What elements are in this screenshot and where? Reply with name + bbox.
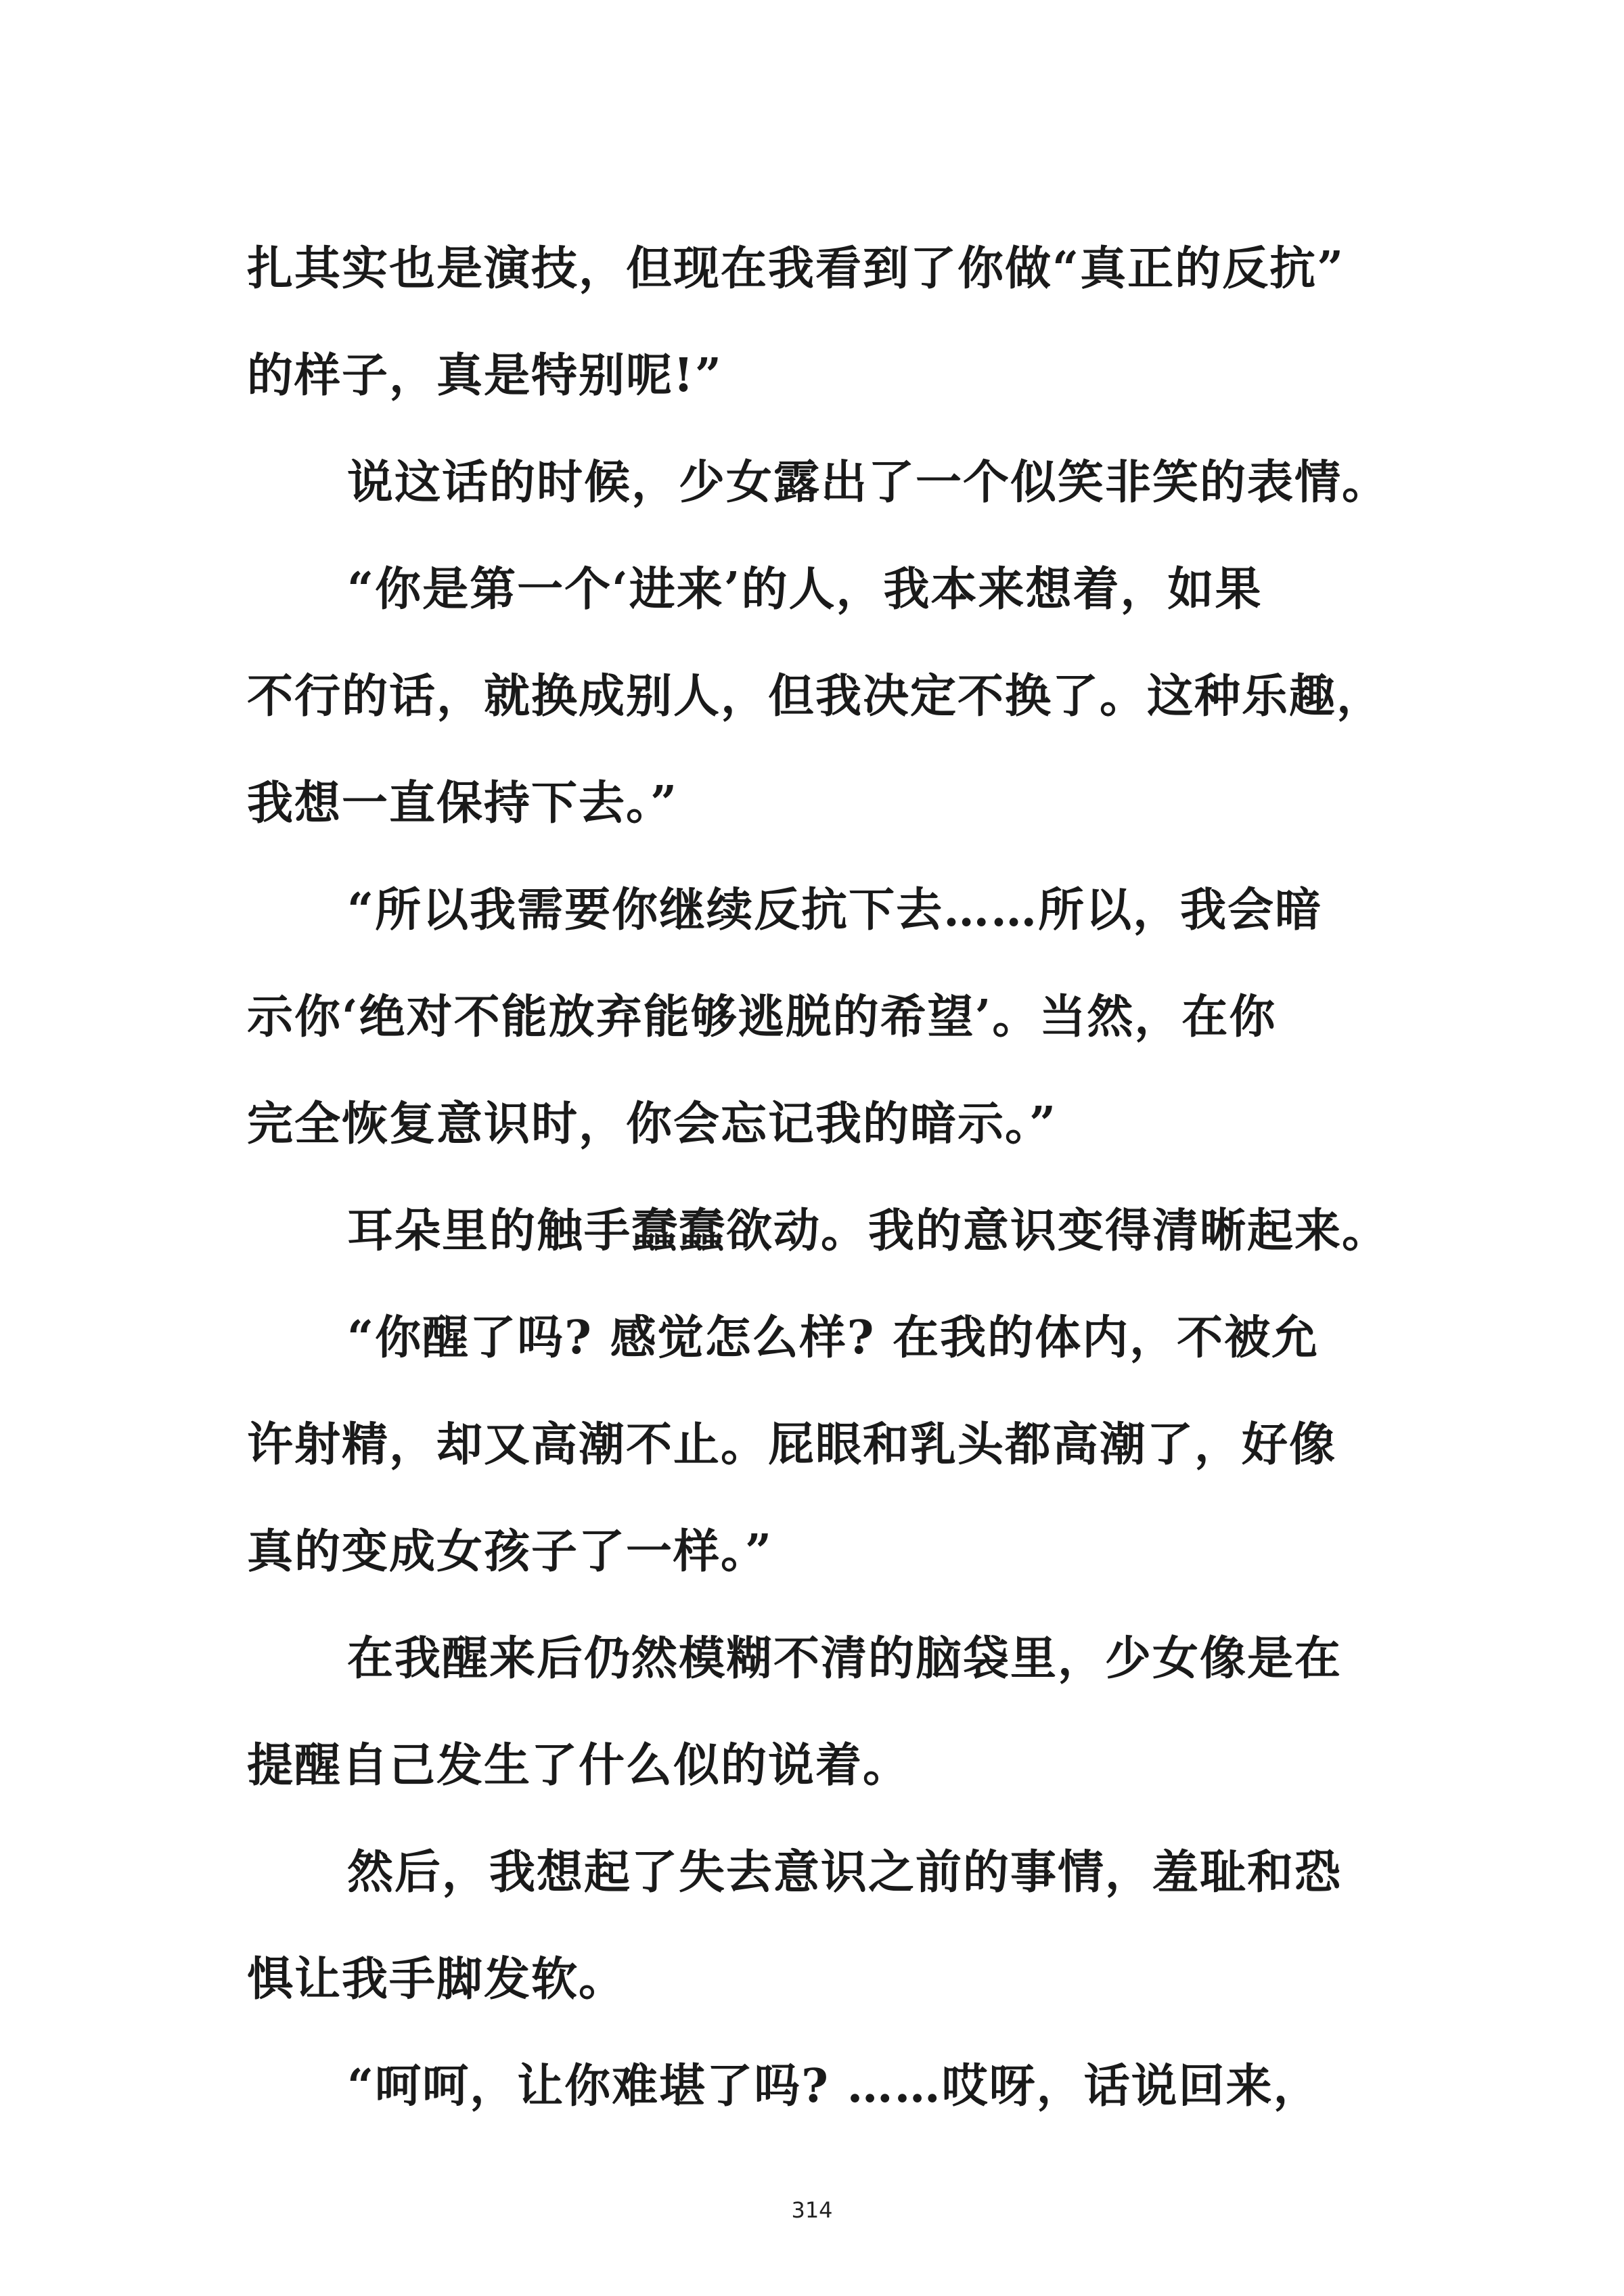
text-line: 不行的话，就换成别人，但我决定不换了。这种乐趣， [247,669,1384,723]
text-line: 我想一直保持下去。” [247,776,679,830]
text-line: 的样子，真是特别呢!” [247,348,723,403]
text-line: 惧让我手脚发软。 [247,1952,627,2006]
text-line: 在我醒来后仍然模糊不清的脑袋里，少女像是在 [347,1631,1343,1686]
text-line: 耳朵里的触手蠢蠢欲动。我的意识变得清晰起来。 [347,1204,1390,1258]
text-line: 完全恢复意识时，你会忘记我的暗示。” [247,1097,1058,1151]
text-line: “呵呵，让你难堪了吗? ……哎呀，话说回来， [347,2059,1321,2113]
text-line: “你是第一个‘进来’的人，我本来想着，如果 [347,562,1263,616]
text-line: “所以我需要你继续反抗下去……所以，我会暗 [347,883,1323,937]
text-line: 真的变成女孩子了一样。” [247,1525,773,1579]
page-number: 314 [791,2197,833,2223]
text-line: 说这话的时候，少女露出了一个似笑非笑的表情。 [347,455,1390,510]
body-text [247,215,1411,2140]
text-line: “你醒了吗? 感觉怎么样? 在我的体内，不被允 [347,1311,1320,1365]
text-line: 许射精，却又高潮不止。屁眼和乳头都高潮了，好像 [247,1418,1337,1472]
text-line: 示你‘绝对不能放弃能够逃脱的希望’。当然，在你 [247,990,1277,1044]
text-line: 扎其实也是演技，但现在我看到了你做“真正的反抗” [247,242,1345,296]
text-line: 然后，我想起了失去意识之前的事情，羞耻和恐 [347,1845,1343,1899]
text-line: 提醒自己发生了什么似的说着。 [247,1738,911,1793]
